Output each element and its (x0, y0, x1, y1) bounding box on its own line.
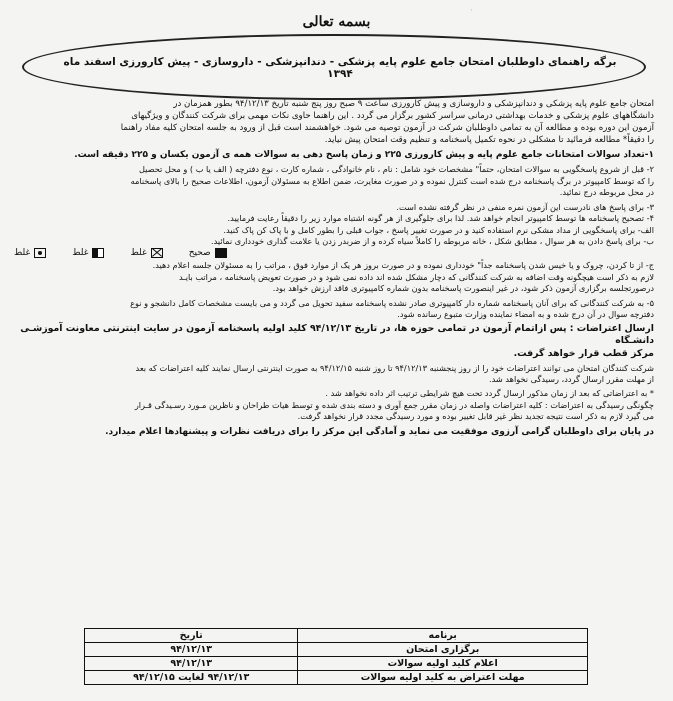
schedule-table (84, 628, 588, 685)
closing-paragraph: در پایان برای داوطلبان گرامی آرزوی موفقیت می نماید و آمادگی این مرکز را برای دریافت نظرات و پیشنهادها اعلام میدارد. (105, 426, 654, 437)
objection-note: * به اعتراضاتی که بعد از زمان مذکور ارسال گردد تحت هیچ شرایطی ترتیب اثر داده نخواهد شد . (325, 388, 654, 399)
item-1: ۱-تعداد سوالات امتحانات جامع علوم پایه و پیش کارورزی ۲۲۵ و زمان پاسخ دهی به سوالات همه ی آزمون یکسان و ۲۲۵ دقیقه است. (74, 150, 654, 161)
item-3: ۳- برای پاسخ های نادرست این آزمون نمره منفی در نظر گرفته نشده است. (396, 201, 654, 212)
schedule-date-cell: ۹۴/۱۲/۱۳ لغایت ۹۴/۱۲/۱۵ (85, 671, 298, 685)
table-row (85, 657, 588, 671)
item-4c (14, 260, 654, 294)
objection-heading-line: مرکز قطب قرار خواهد گرفت. (513, 347, 654, 359)
objection-text-line: از مهلت مقرر ارسال گردد، رسیدگی نخواهد شد. (489, 374, 654, 385)
objection-text-line: شرکت کنندگان امتحان می توانند اعتراضات خود را از روز پنجشنبه ۹۴/۱۲/۱۳ تا روز شنبه ۹۴/۱۲/۱۵ به صورت اینترنتی ارسال نمایند کلیه اعتراضات که بعد (135, 362, 654, 373)
schedule-header-program: برنامه (298, 629, 588, 643)
mark-example-wrong (72, 248, 104, 258)
schedule-date-cell: ۹۴/۱۲/۱۳ (85, 643, 298, 657)
review-text-line: می گیرد لازم به ذکر است نتیجه تجدید نظر غیر قابل تغییر بوده و مورد رسیدگی مجدد قرار نخواهد گرفت. (297, 411, 654, 422)
document-body (14, 98, 654, 438)
intro-paragraph (14, 98, 654, 146)
mark-example-wrong (14, 248, 46, 258)
schedule-program-cell: اعلام کلید اولیه سوالات (298, 657, 588, 671)
dot-box-icon (34, 248, 46, 258)
mark-label: غلط (72, 248, 89, 259)
review-text (14, 400, 654, 423)
answer-mark-examples (14, 248, 654, 258)
item-5-line: دفترچه سوال در آن درج شده و به امضاء نماینده وزارت متبوع رسانده شود. (397, 308, 654, 319)
objection-text (14, 363, 654, 386)
schedule-program-cell: برگزاری امتحان (298, 643, 588, 657)
cross-box-icon (151, 248, 163, 258)
schedule-date-cell: ۹۴/۱۲/۱۳ (85, 657, 298, 671)
mark-label: غلط (130, 248, 147, 259)
objection-heading (14, 323, 654, 359)
item-4c-line: درصورتجلسه برگزاری آزمون ذکر شود، در غیر اینصورت پاسخنامه بدون شماره کامپیوتری فاقد ارزش خواهد بود. (272, 283, 654, 294)
table-row (85, 643, 588, 657)
item-2-line: در محل مربوطه درج نمائید. (559, 187, 654, 198)
item-5-line: ۵- به شرکت کنندگانی که برای آنان پاسخنامه شماره دار کامپیوتری صادر نشده پاسخنامه سفید تحویل می گردد و می بایست مشخصات کامل دانشجو و نوع (130, 297, 654, 308)
table-row (85, 671, 588, 685)
document-title: برگه راهنمای داوطلبان امتحان جامع علوم پایه پزشکی - دندانپزشکی - داروسازی - پیش کارورزی اسفند ماه ۱۳۹۴ (63, 56, 617, 80)
mark-example-correct (189, 248, 227, 258)
item-5 (14, 298, 654, 321)
filled-box-icon (215, 248, 227, 258)
mark-label: غلط (14, 248, 31, 259)
item-4a: الف- برای پاسخگویی از مداد مشکی نرم استفاده کنید و در صورت تغییر پاسخ ، جواب قبلی را بطور کامل و با پاک کن پاک کنید. (223, 224, 654, 235)
item-4c-line: لازم به ذکر است هیچگونه وقت اضافه به شرکت کنندگانی که دچار مشکل شده اند داده نمی شود و در صورت تعویض پاسخنامه ، مراتب بایـد (179, 271, 654, 282)
basmala-heading: بسمه تعالی (302, 14, 371, 30)
objection-heading-line: ارسال اعتراضات : پس ازاتمام آزمون در تمامی حوزه ها، در تاریخ ۹۴/۱۲/۱۳ کلید اولیه پاسخنامه آزمون در سایت اینترنتی معاونت آموزشـی دانشـگاه (20, 323, 654, 347)
schedule-program-cell: مهلت اعتراض به کلید اولیه سوالات (298, 671, 588, 685)
bleed-through-text: · (470, 6, 473, 16)
intro-line: امتحان جامع علوم پایه پزشکی و دندانپزشکی و داروسازی و پیش کارورزی ساعت ۹ صبح روز پنج شنبه تاریخ ۹۴/۱۲/۱۳ بطور همزمان در (173, 99, 654, 109)
review-text-line: چگونگی رسیدگی به اعتراضات : کلیه اعتراضات واصله در زمان مقرر جمع آوری و دسته بندی شده و توسط هیات طراحان و ناظرین مـورد رسـیدگی قـرار (134, 399, 654, 410)
item-2-line: را که توسط کامپیوتر در برگ پاسخنامه درج شده است کنترل نموده و در صورت مغایرت، ضمن اطلاع به مسئولان آزمون، اطلاعات صحیح را بالای پاسخنامه (130, 175, 654, 186)
mark-example-wrong (130, 248, 162, 258)
intro-line: آزمون این دوره بوده و مطالعه آن به تمامی داوطلبان شرکت در آزمون توصیه می شود. خواهشمند است قبل از ورود به جلسه امتحان کلیه مفاد راهنما (120, 123, 654, 134)
item-2-line: ۲- قبل از شروع پاسخگویی به سوالات امتحان، حتماً" مشخصات خود شامل : نام ، نام خانوادگی ، شماره کارت ، نوع دفترچه ( الف یا ب ) و محل تحصیل (138, 164, 654, 175)
item-4c-line: ج- از تا کردن، چروک و یا خیس شدن پاسخنامه جداً" خودداری نموده و در صورت بروز هر یک از موارد فوق ، مراتب را به مسئولان جلسه اعلام دهید. (152, 260, 654, 271)
item-4b: ب- برای پاسخ دادن به هر سوال ، مطابق شکل ، خانه مربوطه را کاملاً سیاه کرده و از ضربدر زدن یا علامت گذاری خودداری نمائید. (211, 235, 654, 246)
mark-label: صحیح (188, 248, 211, 259)
half-filled-box-icon (92, 248, 104, 258)
intro-line: دانشگاههای علوم پزشکی و خدمات بهداشتی درمانی سراسر کشور برگزار می گردد . این راهنما حاوی نکات مهمی برای شرکت کنندگان و ویژگیهای (131, 111, 654, 122)
schedule-header-row (85, 629, 588, 643)
item-2 (14, 164, 654, 198)
intro-line: را دقیقاً* مطالعه فرمائید تا مشکلی در نحوه تکمیل پاسخنامه و تنظیم وقت امتحان پیش نیاید. (324, 135, 654, 146)
item-4: ۴- تصحیح پاسخنامه ها توسط کامپیوتر انجام خواهد شد. لذا برای جلوگیری از هر گونه اشتباه موارد زیر را دقیقاً رعایت فرمایید. (227, 213, 654, 224)
schedule-header-date: تاريخ (85, 629, 298, 643)
